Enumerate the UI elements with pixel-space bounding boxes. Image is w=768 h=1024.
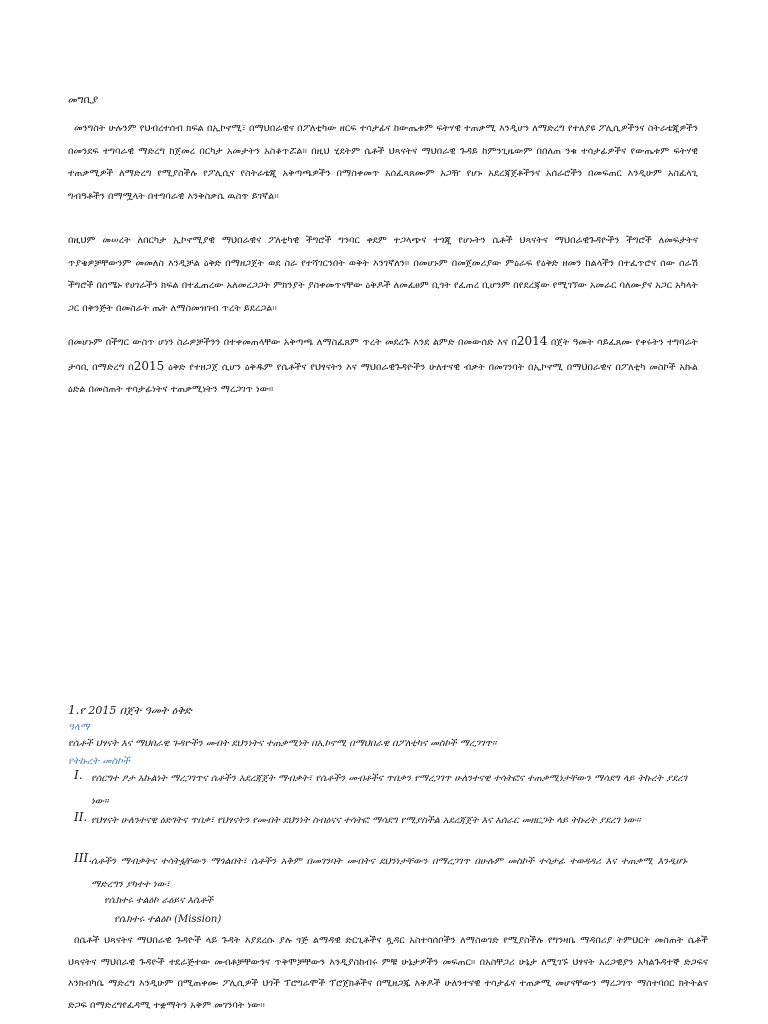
para3-year-2015: 2015 [133, 358, 165, 373]
vision-label: የሴክተሩ ተልዕኮ ራዕይና እሴቶች [104, 895, 214, 906]
focus-item-2-text: የህፃናት ሁለንተናዊ ዕድገትና ጥበቃ፣ የህፃናትን የመብት ደህንነት ስብዕናና ተሳትፎ ማሳደግ የሚያስችል አደረጃጀት እና አሰራር መዘርጋት ላይ ትኩረት ያደረገ ነው። [91, 815, 641, 826]
focus-item-3 [68, 851, 688, 895]
focus-item-3-number: III. [74, 851, 93, 865]
goal-text: የሴቶች ህፃናት እና ማህበራዊ ጉዳዮችን መብት ደህንነትና ተጠቃሚነት በኢኮኖሚ በማህበራዊ በፖለቲካና መስኮች ማረጋገጥ። [68, 738, 497, 749]
section-heading [68, 703, 192, 718]
intro-heading: መግቢያ [68, 94, 99, 106]
section-heading-text: የ 2015 በጀት ዓመት ዕቅድ [79, 704, 192, 717]
intro-paragraph-2: በዚህም መሠረት ለበርካታ ኢኮኖሚያዊ ማህበራዊና ፖለቲካዊ ችግሮች ግንባር ቀደም ተጋላጭና ተጎጂ የሆኑትን ሴቶች ህጻናትና ማህበራዊጉዳዮችን ችግሮች ለመፍታትና ጥያቄዎቻቸውንም መመለስ እንዲቻል ዕቅድ በማዘጋጀት ወደ ስራ የተሻገርንበት ወቅት እንገኛለን። በመሆኑም በመጀመሪያው ምዕራፍ የዕቅድ ዘመን ከልላችን በተፈጥሮና ሰው ሰራሽ ችግሮች በሰሜኑ የሀገራችን ክፍል በተፈጠረው አለመረጋጋት ምክንያት ያስቀመጥናቸው ዕቅዶች ለመፈፀም ቢጎት የፈጠረ ቢሆንም በየደረጃው የሚገኘው አመራር ባለሙያና አጋር አካላት ጋር በቅንጅት በመስራት ጤት ለማስመዝገብ ጥረት ይደረጋል። [68, 235, 698, 314]
goal-label: ዓላማ [68, 722, 90, 733]
focus-areas-label: የትኩረት መስኮች [68, 756, 130, 767]
mission-paragraph: በሴቶች ህጻናትና ማህበራዊ ጉዳዮች ላይ ጉዳት እያደረሱ ያሉ ጎጅ ልማዳዊ ድርጊቶችና ጷዳር አስተሳሰቦችን ለማስወገድ የሚያስችሉ የግንዛቤ ማዳበሪያ ትምህርት መስጠት ሴቶች ህጻናትና ማህበራዊ ጉዳዮች ተደራጅተው መብቶቻቸውንና ጥቅሞቻቸውን እንዲያስከብሩ ምቹ ሁኔታዎችን መፍጠር። በአስቸጋሪ ሁኔታ ለሚገኙ ህፃናት አረጋዊያን አካልጉዳተኞ ድጋፍና እንክብካቤ ማድረግ እንዲሁም በሚጠቀሙ ፖሊሲዎች ህጎች ፕሮግራሞች ፕሮጀክቶችና በሚዘጋጁ እቅዶች ሁለንተናዊ ተሳታፊና ተጠቃሚ መሆናቸውን ማረጋገጥ ማስተባበር ክትትልና ድጋፍ በማድረግየፈዳሚ ተቋማትን አቅም መገንባት ነው። [68, 935, 708, 1011]
para3-text-b: በጀት ዓመት ሳይፈጸሙ የቀሩትን ተግባራት ታሳቢ በማድረግ በ [68, 337, 698, 373]
focus-item-3-text: ሴቶችን ማብቃትና ተሳትፏቸውን ማጎልበት፣ ሴቶችን አቅም በመገንባት መብትና ደህንነታቸውን በማረጋገጥ በሁሉም መስኮች ተሳታፊ ተወዳዳሪ እና ተጠቃሚ እንዲሆኑ ማድረግን ያካተተ ነው፣ [91, 856, 687, 890]
focus-item-1-number: I. [74, 768, 83, 782]
focus-item-1 [68, 768, 688, 812]
intro-paragraph-1: መንግስት ሁሉንም የህብረተሰብ ክፍል በኢኮኖሚ፣ በማህበራዊና በፖለቲካው ዘርፍ ተሳታፊና ከውጤቱም ፍትሃዊ ተጠቃሚ እንዲሆን ለማድረግ የተለያዩ ፖሊሲዎችንና ስትራቴጂዎችን በመንደፍ ተግባራዊ ማድረግ ከጀመረ በርካታ አመታትን አስቆጥሯል። በዚህ ሂደትም ሴቶች ህጻናትና ማህበራዊ ጉዳይ ከምንጊዜውም በበለጠ ንቁ ተሳታፊዎችና የውጤቱም ፍትሃዊ ተጠቃሚዎች ለማድረግ የሚያስችሉ የፖሊሲና የስትራቴጂ አቅጣጫዎችን በማስቀመጥ አሰፈጻጸሙም አጋዥ የሆኑ አደረጃጀቶችንና አሰራሮችን በመፍጠር እንዲሁም አስፈላጊ ግብዓቶችን በማሟላት በተግባራዊ እንቅስቃሴ ዉስጥ ይገኛል። [68, 123, 698, 202]
intro-paragraph-3 [68, 330, 698, 402]
para3-text-c: ዕቅድ የተዘጋጀ ሲሆን ዕቅዱም የሴቶችና የህፃናትን እና ማህበራዊጉዳዮችን ሁለተናዊ ብቃት በመገንባት በኢኮኖሚ በማህበራዊና በፖለቲካ መስኮች አኩል ዕድል በመስጠት ተሳታፊነትና ተጠቃሚነትን ማረጋገጥ ነው። [68, 361, 698, 396]
focus-item-1-text: የሰርግተ ፆታ አኩልነት ማረጋገጥና ሴቶችን አደረጃጀት ማብቃት፣ የሴቶችን መብቶችና ጥበቃን የማረጋገጥ ሁለንተናዊ ተሳትፎና ተጠቃሚነታቸውን ማሳደግ ላይ ትኩረት ያደረገ ነው። [91, 773, 687, 807]
para3-year-2014: 2014 [516, 334, 548, 348]
focus-item-2-number: II. [74, 810, 88, 824]
section-heading-number: 1. [68, 703, 80, 717]
mission-label: የሴክተሩ ተልዕኮ (Mission) [114, 914, 222, 925]
focus-item-2 [68, 810, 688, 854]
para3-text-a: በመሆኑም በችግር ውስጥ ሆነን ስራዎቻችንን በተቀመጠላቸው አቅጣጫ ለማስፈጸም ጥረት መደረጉ እንደ ልምድ በመውሰድ እና በ [68, 337, 517, 348]
